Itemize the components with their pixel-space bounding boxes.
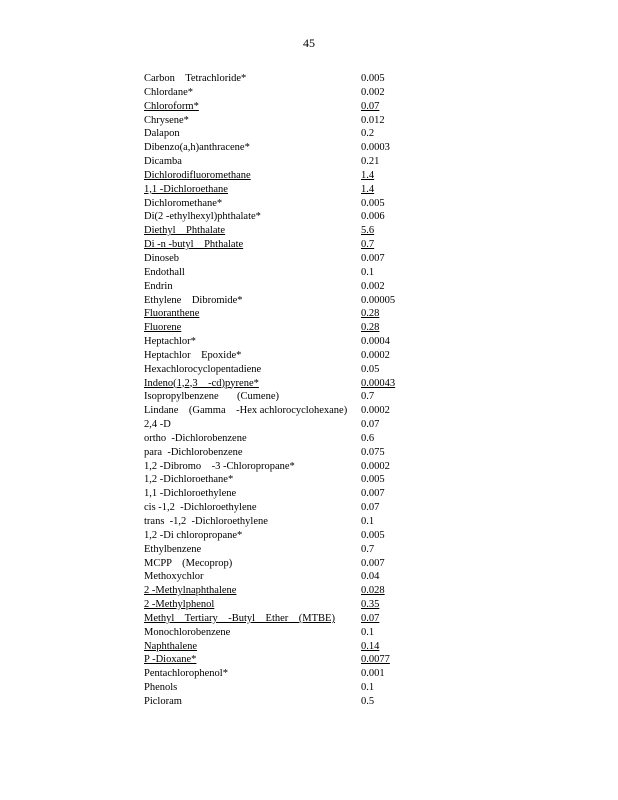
table-row (144, 127, 464, 141)
table-row (144, 363, 464, 377)
table-row (144, 252, 464, 266)
contaminant-value: 0.012 (361, 114, 385, 126)
contaminant-name: Dinoseb (144, 252, 179, 264)
contaminant-value: 0.0002 (361, 349, 390, 361)
contaminant-value: 0.07 (361, 612, 380, 624)
contaminant-name: Indeno(1,2,3 -cd)pyrene* (144, 377, 259, 389)
contaminant-name: 1,1 -Dichloroethylene (144, 488, 237, 500)
contaminant-name: Naphthalene (144, 640, 198, 652)
table-row (144, 100, 464, 114)
contaminant-name: Dichlorodifluoromethane (144, 169, 251, 181)
contaminant-name: Endrin (144, 280, 173, 292)
contaminant-value: 0.075 (361, 446, 385, 458)
contaminant-value: 0.007 (361, 557, 385, 569)
table-row (144, 404, 464, 418)
contaminant-name: Methyl Tertiary -Butyl Ether (MTBE) (144, 612, 335, 624)
contaminant-name: Ethylene Dibromide* (144, 294, 243, 306)
table-row (144, 432, 464, 446)
contaminant-value: 0.005 (361, 197, 385, 209)
contaminant-name: ortho -Dichlorobenzene (144, 432, 247, 444)
contaminant-value: 0.0003 (361, 142, 390, 154)
table-row (144, 598, 464, 612)
contaminant-value: 0.005 (361, 474, 385, 486)
table-row (144, 487, 464, 501)
contaminant-name: Monochlorobenzene (144, 626, 231, 638)
contaminant-name: cis -1,2 -Dichloroethylene (144, 502, 257, 514)
table-row (144, 557, 464, 571)
contaminant-value: 0.0077 (361, 654, 390, 666)
table-row (144, 377, 464, 391)
table-row (144, 86, 464, 100)
table-row (144, 501, 464, 515)
table-row (144, 543, 464, 557)
table-row (144, 155, 464, 169)
table-row (144, 72, 464, 86)
contaminant-value: 1.4 (361, 169, 375, 181)
table-row (144, 695, 464, 709)
contaminant-name: Lindane (Gamma -Hex achlorocyclohexane) (144, 405, 348, 417)
contaminant-value: 0.0002 (361, 460, 390, 472)
contaminant-name: Endothall (144, 266, 185, 278)
contaminant-name: 2 -Methylphenol (144, 599, 215, 611)
contaminant-value: 0.007 (361, 488, 385, 500)
contaminant-value: 0.35 (361, 599, 380, 611)
contaminant-name: Dalapon (144, 128, 180, 140)
contaminant-value: 0.002 (361, 280, 385, 292)
contaminant-value: 0.1 (361, 266, 375, 278)
contaminant-value: 0.005 (361, 73, 385, 84)
contaminant-name: Pentachlorophenol* (144, 668, 228, 680)
table-row (144, 307, 464, 321)
contaminant-value: 1.4 (361, 183, 375, 195)
table-row (144, 570, 464, 584)
contaminant-value: 0.005 (361, 529, 385, 541)
table-row (144, 584, 464, 598)
contaminant-name: Fluoranthene (144, 308, 200, 320)
table-row (144, 238, 464, 252)
contaminant-value: 0.5 (361, 695, 375, 707)
table-row (144, 210, 464, 224)
contaminant-name: Diethyl Phthalate (144, 225, 226, 237)
contaminant-name: Dicamba (144, 156, 182, 168)
table-row (144, 197, 464, 211)
contaminant-name: Chloroform* (144, 100, 199, 112)
contaminant-value: 0.1 (361, 682, 375, 694)
contaminant-value: 0.07 (361, 502, 380, 514)
table-row (144, 224, 464, 238)
contaminant-value: 0.006 (361, 211, 385, 223)
contaminant-name: Hexachlorocyclopentadiene (144, 363, 262, 375)
table-row (144, 390, 464, 404)
contaminant-value: 0.28 (361, 308, 380, 320)
table-row (144, 266, 464, 280)
contaminant-name: Picloram (144, 695, 182, 707)
table-row (144, 612, 464, 626)
contaminant-value: 0.028 (361, 585, 385, 597)
contaminant-name: Heptachlor* (144, 336, 196, 348)
table-row (144, 460, 464, 474)
table-row (144, 626, 464, 640)
table-row (144, 183, 464, 197)
contaminant-name: MCPP (Mecoprop) (144, 557, 233, 569)
table-row (144, 294, 464, 308)
contaminant-value: 0.00043 (361, 377, 396, 389)
contaminant-value: 0.7 (361, 391, 375, 403)
table-row (144, 446, 464, 460)
table-row (144, 321, 464, 335)
contaminant-name: Heptachlor Epoxide* (144, 349, 242, 361)
table-row (144, 529, 464, 543)
contaminant-name: Phenols (144, 682, 178, 694)
contaminant-name: 1,2 -Dichloroethane* (144, 474, 234, 486)
contaminant-value: 0.04 (361, 571, 380, 583)
contaminant-value: 0.28 (361, 322, 380, 334)
contaminant-name: Dichloromethane* (144, 197, 223, 209)
contaminant-name: Di -n -butyl Phthalate (144, 239, 244, 251)
table-row (144, 681, 464, 695)
contaminant-table (144, 72, 464, 709)
contaminant-value: 0.00005 (361, 294, 396, 306)
contaminant-name: 1,2 -Di chloropropane* (144, 529, 243, 541)
table-row (144, 640, 464, 654)
contaminant-name: Methoxychlor (144, 571, 204, 583)
contaminant-value: 0.7 (361, 543, 375, 555)
table-row (144, 169, 464, 183)
contaminant-name: Chlordane* (144, 86, 193, 98)
contaminant-value: 0.21 (361, 156, 380, 168)
table-row (144, 114, 464, 128)
contaminant-value: 0.07 (361, 100, 380, 112)
contaminant-value: 0.05 (361, 363, 380, 375)
contaminant-value: 0.0002 (361, 405, 390, 417)
page-number: 45 (303, 36, 315, 50)
contaminant-name: trans -1,2 -Dichloroethylene (144, 516, 268, 527)
contaminant-name: P -Dioxane* (144, 654, 197, 666)
table-row (144, 280, 464, 294)
contaminant-name: Carbon Tetrachloride* (144, 73, 247, 84)
contaminant-name: Di(2 -ethylhexyl)phthalate* (144, 211, 261, 223)
contaminant-name: Ethylbenzene (144, 543, 202, 555)
contaminant-value: 0.14 (361, 640, 380, 652)
contaminant-value: 0.6 (361, 432, 375, 444)
contaminant-value: 0.2 (361, 128, 375, 140)
contaminant-value: 0.0004 (361, 336, 390, 348)
table-row (144, 335, 464, 349)
table-row (144, 349, 464, 363)
contaminant-name: Dibenzo(a,h)anthracene* (144, 142, 250, 154)
table-row (144, 653, 464, 667)
contaminant-value: 0.001 (361, 668, 385, 680)
contaminant-name: 2,4 -D (144, 419, 171, 431)
table-row (144, 141, 464, 155)
contaminant-name: Isopropylbenzene (Cumene) (144, 391, 279, 403)
contaminant-value: 0.007 (361, 252, 385, 264)
contaminant-name: 1,2 -Dibromo -3 -Chloropropane* (144, 460, 295, 472)
table-row (144, 418, 464, 432)
table-row (144, 667, 464, 681)
table-row (144, 515, 464, 529)
contaminant-name: para -Dichlorobenzene (144, 446, 243, 458)
table-row (144, 473, 464, 487)
contaminant-name: 2 -Methylnaphthalene (144, 585, 237, 597)
contaminant-name: Fluorene (144, 322, 182, 334)
contaminant-value: 0.002 (361, 86, 385, 98)
contaminant-name: Chrysene* (144, 114, 189, 126)
contaminant-value: 0.1 (361, 516, 375, 527)
contaminant-value: 0.7 (361, 239, 375, 251)
contaminant-value: 5.6 (361, 225, 375, 237)
contaminant-value: 0.1 (361, 626, 375, 638)
contaminant-name: 1,1 -Dichloroethane (144, 183, 228, 195)
contaminant-value: 0.07 (361, 419, 380, 431)
